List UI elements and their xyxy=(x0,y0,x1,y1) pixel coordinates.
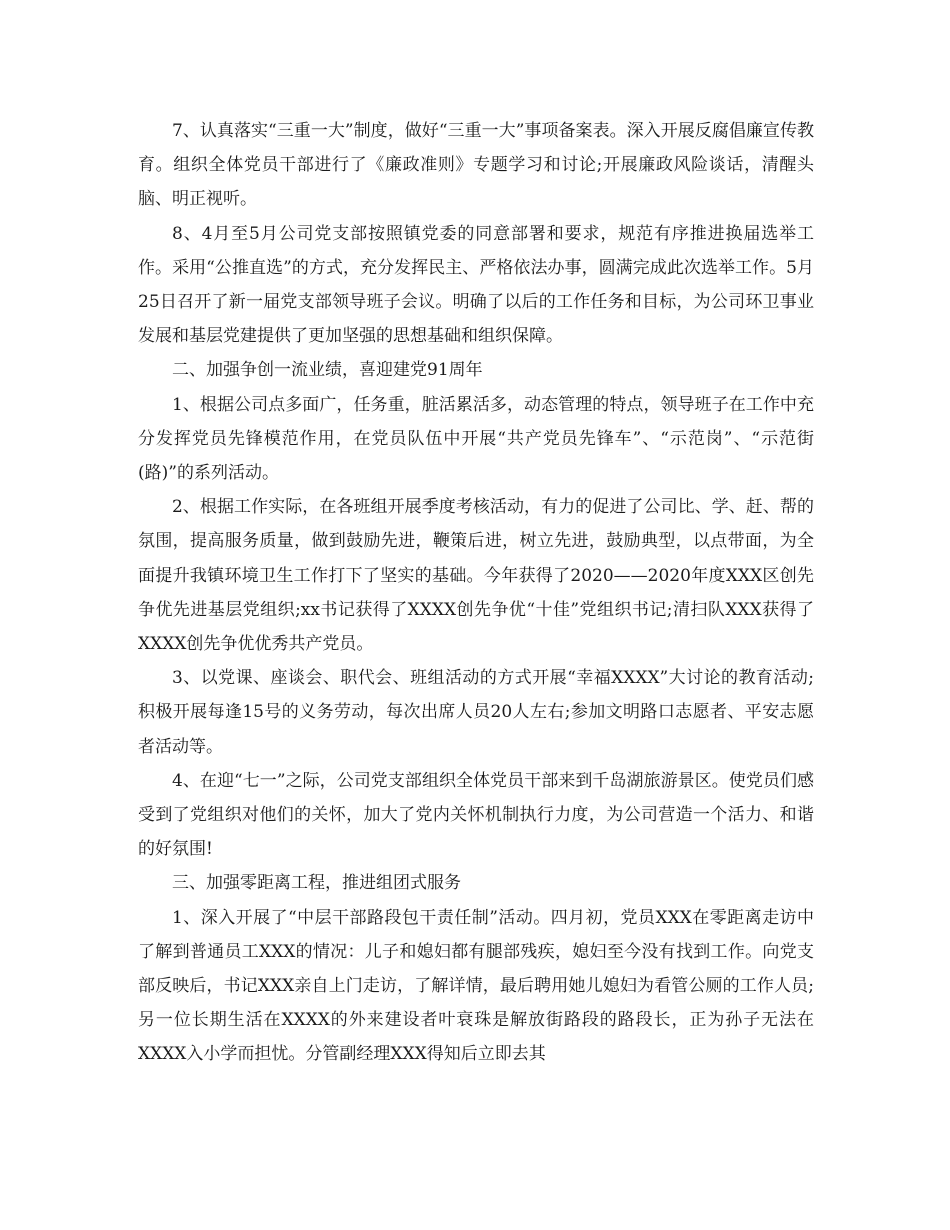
section-heading-2: 二、加强争创一流业绩，喜迎建党91周年 xyxy=(172,360,483,381)
paragraph-item-1: 1、根据公司点多面广，任务重，脏活累活多，动态管理的特点，领导班子在工作中充分发挥党员先锋模范作用，在党员队伍中开展“共产党员先锋车”、“示范岗”、“示范街(路)”的系列活动。 xyxy=(138,394,814,484)
paragraph-item-1-section-3: 1、深入开展了“中层干部路段包干责任制”活动。四月初，党员XXX在零距离走访中了解到普通员工XXX的情况：儿子和媳妇都有腿部残疾，媳妇至今没有找到工作。向党支部反映后，书记XXX亲自上门走访，了解详情，最后聘用她儿媳妇为看管公厕的工作人员;另一位长期生活在XXXX的外来建设者叶衰珠是解放街路段的路段长，正为孙子无法在XXXX入小学而担忧。分管副经理XXX得知后立即去其 xyxy=(138,907,814,1065)
document-body xyxy=(138,114,814,1072)
paragraph-item-4: 4、在迎“七一”之际，公司党支部组织全体党员干部来到千岛湖旅游景区。使党员们感受到了党组织对他们的关怀，加大了党内关怀机制执行力度，为公司营造一个活力、和谐的好氛围! xyxy=(138,770,814,860)
paragraph-item-8: 8、4月至5月公司党支部按照镇党委的同意部署和要求，规范有序推进换届选举工作。采用“公推直选”的方式，充分发挥民主、严格依法办事，圆满完成此次选举工作。5月25日召开了新一届党支部领导班子会议。明确了以后的工作任务和目标，为公司环卫事业发展和基层党建提供了更加坚强的思想基础和组织保障。 xyxy=(138,223,814,347)
paragraph-item-2: 2、根据工作实际，在各班组开展季度考核活动，有力的促进了公司比、学、赶、帮的氛围，提高服务质量，做到鼓励先进，鞭策后进，树立先进，鼓励典型，以点带面，为全面提升我镇环境卫生工作打下了坚实的基础。今年获得了2020——2020年度XXX区创先争优先进基层党组织;xx书记获得了XXXX创先争优“十佳”党组织书记;清扫队XXX获得了XXXX创先争优优秀共产党员。 xyxy=(138,497,814,655)
paragraph-item-7: 7、认真落实“三重一大”制度，做好“三重一大”事项备案表。深入开展反腐倡廉宣传教育。组织全体党员干部进行了《廉政准则》专题学习和讨论;开展廉政风险谈话，清醒头脑、明正视听。 xyxy=(138,121,814,210)
section-heading-3: 三、加强零距离工程，推进组团式服务 xyxy=(172,873,461,894)
paragraph-item-3: 3、以党课、座谈会、职代会、班组活动的方式开展“幸福XXXX”大讨论的教育活动;积极开展每逢15号的义务劳动，每次出席人员20人左右;参加文明路口志愿者、平安志愿者活动等。 xyxy=(138,668,814,757)
